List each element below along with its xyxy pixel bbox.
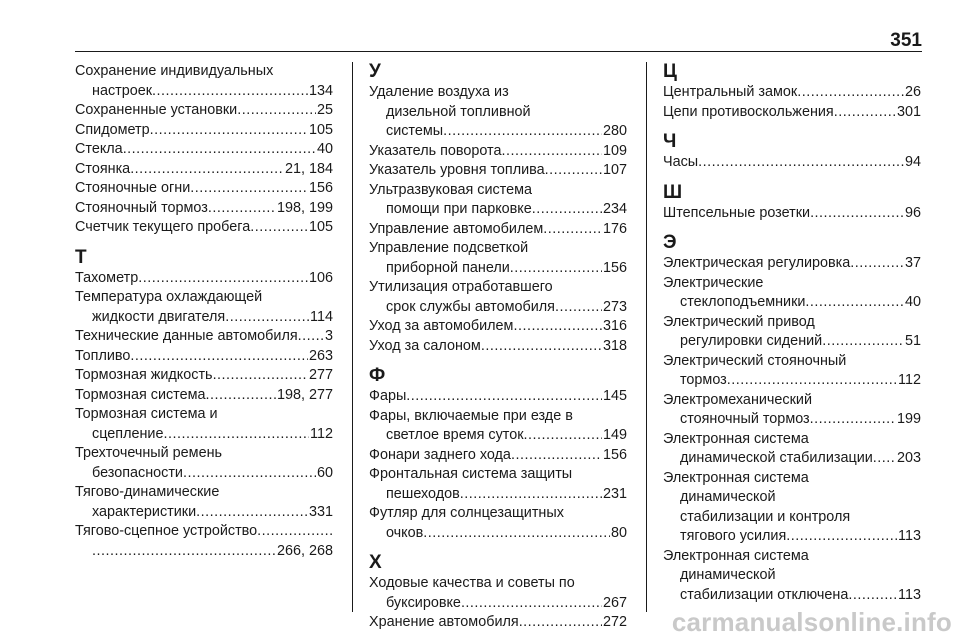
entry-text: динамической стабилизации — [680, 450, 873, 466]
index-entry — [75, 386, 333, 406]
index-entry — [75, 62, 333, 101]
entry-text: тягового усилия — [680, 528, 787, 544]
entry-text: Фары, включаемые при езде в — [369, 407, 573, 424]
index-entry — [75, 199, 333, 219]
page-ref: 134 — [308, 82, 333, 99]
entry-text: Электрический стояночный — [663, 352, 847, 369]
page-ref: 40 — [904, 294, 921, 310]
index-entry — [369, 83, 627, 142]
entry-text: стабилизации и контроля — [680, 508, 851, 525]
entry-text: светлое время суток — [386, 427, 524, 443]
page-ref: 273 — [602, 298, 627, 315]
entry-text: Управление подсветкой — [369, 240, 529, 256]
entry-text: жидкости двигателя — [92, 308, 226, 325]
entry-text: характеристики — [92, 503, 197, 520]
page-ref: 280 — [602, 123, 627, 139]
index-entry — [663, 274, 921, 313]
page-ref: 25 — [316, 102, 333, 118]
section-letter: Т — [75, 246, 87, 268]
index-entry — [369, 220, 627, 240]
index-entry — [75, 140, 333, 160]
entry-text: пешеходов — [386, 485, 460, 502]
page-ref: 96 — [904, 204, 921, 221]
entry-text: Футляр для солнцезащитных — [369, 505, 564, 521]
index-entry — [663, 83, 921, 103]
page-ref: 331 — [308, 503, 333, 520]
page-ref: 145 — [602, 388, 627, 404]
index-entry — [663, 204, 921, 224]
page-ref: 267 — [602, 594, 627, 611]
section-letter: Э — [663, 232, 677, 253]
entry-text: стояночный тормоз — [680, 411, 810, 427]
entry-text: Технические данные автомобиля — [75, 328, 298, 344]
entry-text: срок службы автомобиля — [386, 298, 555, 315]
index-entry — [369, 278, 627, 317]
index-entry — [663, 313, 921, 352]
page-ref: 114 — [310, 308, 333, 325]
entry-text: тормоз — [680, 372, 727, 388]
entry-text: Хранение автомобиля — [369, 614, 519, 630]
page-ref: 156 — [308, 180, 333, 196]
entry-text: Указатель уровня топлива — [369, 162, 545, 178]
entry-text: Электрическая регулировка — [663, 255, 851, 271]
entry-text: Трехточечный ремень — [75, 445, 223, 461]
column-divider — [352, 62, 353, 612]
entry-text: Уход за салоном — [369, 337, 481, 354]
index-column-2 — [369, 62, 627, 633]
column-divider — [646, 62, 647, 612]
entry-text: Сохраненные установки — [75, 102, 238, 118]
page-ref: 176 — [602, 220, 627, 237]
page-ref: 40 — [316, 141, 333, 157]
index-entry — [369, 142, 627, 162]
index-entry — [369, 317, 627, 337]
section-letter: Ц — [663, 61, 677, 82]
index-entry — [663, 391, 921, 430]
entry-text: настроек — [92, 82, 153, 99]
index-column-3 — [663, 62, 921, 605]
index-entry — [369, 337, 627, 357]
entry-text: Удаление воздуха из — [369, 84, 509, 100]
entry-text: помощи при парковке — [386, 201, 532, 217]
page-ref: 263 — [308, 347, 333, 364]
index-entry — [75, 179, 333, 199]
entry-text: Стояночный тормоз — [75, 199, 208, 216]
entry-text: Электронная система — [663, 430, 809, 447]
page-ref: 106 — [308, 269, 333, 286]
section-letter: У — [369, 61, 381, 82]
entry-text: Электронная система — [663, 469, 809, 486]
index-entry — [75, 327, 333, 347]
index-entry — [75, 405, 333, 444]
page-ref: 266, 268 — [276, 542, 333, 559]
page-ref: 94 — [904, 154, 921, 170]
index-entry — [663, 547, 921, 606]
page-ref: 277 — [308, 367, 333, 383]
index-entry — [369, 181, 627, 220]
index-entry — [75, 444, 333, 483]
page-ref: 113 — [898, 586, 921, 603]
page-number: 351 — [890, 30, 922, 51]
entry-text: Ультразвуковая система — [369, 181, 533, 198]
page-ref: 198, 277 — [276, 386, 333, 403]
entry-text: Стекла — [75, 141, 123, 157]
entry-text: Спидометр — [75, 121, 150, 138]
entry-text: Фонари заднего хода — [369, 446, 511, 463]
entry-text: Тормозная система и — [75, 406, 218, 422]
entry-text: сцепление — [92, 425, 164, 442]
page-ref: 105 — [308, 121, 333, 138]
index-entry — [75, 366, 333, 386]
page-ref: 112 — [898, 372, 921, 388]
page-ref: 21, 184 — [284, 160, 333, 177]
page-ref: 156 — [602, 259, 627, 276]
section-letter: Ф — [369, 365, 386, 386]
entry-text: Фронтальная система защиты — [369, 466, 573, 482]
page-ref: 60 — [316, 464, 333, 481]
index-entry — [75, 522, 333, 561]
index-entry — [369, 446, 627, 466]
entry-text: безопасности — [92, 464, 183, 481]
page-ref: 113 — [898, 528, 921, 544]
page-ref: 318 — [602, 337, 627, 354]
index-entry — [663, 153, 921, 173]
index-entry — [663, 430, 921, 469]
entry-text: Цепи противоскольжения — [663, 103, 834, 120]
header-rule — [75, 51, 922, 52]
entry-text: Уход за автомобилем — [369, 318, 514, 334]
entry-text: очков — [386, 524, 424, 541]
page-ref: 80 — [610, 524, 627, 541]
entry-text: Утилизация отработавшего — [369, 279, 553, 295]
entry-text: Стоянка — [75, 160, 131, 177]
entry-text: Тахометр — [75, 269, 139, 286]
index-entry — [369, 407, 627, 446]
index-entry — [663, 352, 921, 391]
entry-text: Тягово-динамические — [75, 484, 220, 500]
page-ref: 301 — [896, 103, 921, 120]
entry-text: динамической — [680, 567, 776, 583]
entry-text: Тормозная система — [75, 386, 206, 403]
page-ref: 26 — [904, 84, 921, 100]
section-letter: Ш — [663, 181, 683, 203]
index-entry — [663, 469, 921, 547]
page-ref: 3 — [324, 328, 333, 344]
entry-text: Штепсельные розетки — [663, 204, 811, 221]
entry-text: Счетчик текущего пробега — [75, 219, 251, 235]
entry-text: Тягово-сцепное устройство — [75, 523, 258, 539]
entry-text: Электромеханический — [663, 391, 812, 408]
entry-text: Электрические — [663, 274, 764, 291]
page-ref: 156 — [602, 446, 627, 463]
entry-text: Часы — [663, 154, 699, 170]
entry-text: Ходовые качества и советы по — [369, 575, 575, 591]
index-entry — [663, 254, 921, 274]
index-entry — [75, 101, 333, 121]
index-entry — [369, 161, 627, 181]
entry-text: динамической — [680, 489, 776, 505]
section-letter: Ч — [663, 131, 677, 152]
watermark: carmanualsonline.info — [671, 607, 952, 637]
page-ref: 199 — [896, 411, 921, 427]
entry-text: Температура охлаждающей — [75, 289, 263, 305]
page-ref: 37 — [904, 255, 921, 271]
page-ref: 272 — [602, 614, 627, 630]
page-ref: 231 — [602, 485, 627, 502]
page-ref: 198, 199 — [276, 199, 333, 216]
index-entry — [75, 288, 333, 327]
index-entry — [75, 121, 333, 141]
page-ref: 109 — [602, 142, 627, 159]
entry-text: Сохранение индивидуальных — [75, 63, 274, 79]
index-entry — [75, 269, 333, 289]
section-letter: Х — [369, 552, 382, 573]
entry-text: Указатель поворота — [369, 142, 502, 159]
index-entry — [369, 613, 627, 633]
index-column-1 — [75, 62, 333, 561]
page-ref: 149 — [602, 427, 627, 443]
index-entry — [75, 483, 333, 522]
entry-text: Центральный замок — [663, 84, 798, 100]
entry-text: стабилизации отключена — [680, 586, 849, 603]
entry-text: дизельной топливной — [386, 103, 531, 120]
page-ref: 203 — [896, 450, 921, 466]
page-ref: 105 — [308, 219, 333, 235]
page-ref: 234 — [602, 201, 627, 217]
index-entry — [369, 239, 627, 278]
entry-text: стеклоподъемники — [680, 294, 806, 310]
entry-text: Фары — [369, 388, 407, 404]
entry-text: буксировке — [386, 594, 461, 611]
entry-text: системы — [386, 123, 444, 139]
entry-text: Тормозная жидкость — [75, 367, 213, 383]
entry-text: Электрический привод — [663, 313, 815, 330]
entry-text: Управление автомобилем — [369, 220, 544, 237]
entry-text: приборной панели — [386, 259, 510, 276]
index-entry — [369, 465, 627, 504]
page-ref: 316 — [602, 318, 627, 334]
entry-text: Топливо — [75, 347, 131, 364]
index-entry — [369, 574, 627, 613]
entry-text: Стояночные огни — [75, 180, 191, 196]
index-entry — [369, 504, 627, 543]
entry-text: регулировки сидений — [680, 333, 823, 349]
page-ref: 112 — [310, 425, 333, 442]
index-entry — [663, 103, 921, 123]
index-entry — [75, 347, 333, 367]
index-entry — [369, 387, 627, 407]
page-ref: 51 — [904, 333, 921, 349]
entry-text: Электронная система — [663, 547, 809, 564]
index-entry — [75, 218, 333, 238]
index-entry — [75, 160, 333, 180]
page-ref: 107 — [602, 162, 627, 178]
